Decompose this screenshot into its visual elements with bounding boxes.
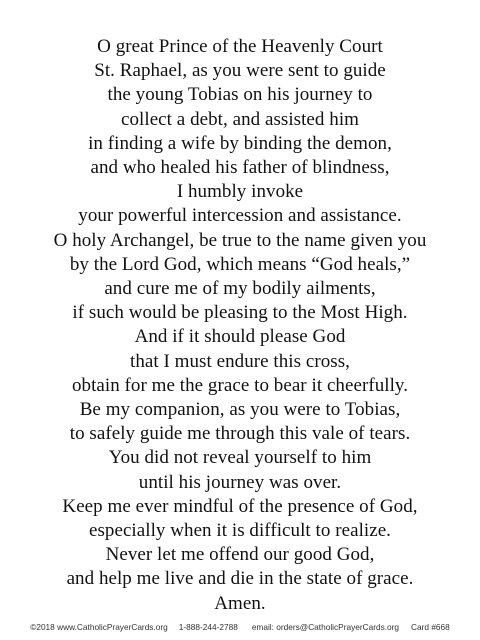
prayer-line: that I must endure this cross, <box>130 350 350 372</box>
prayer-line: I humbly invoke <box>176 181 304 203</box>
prayer-line: in finding a wife by binding the demon, <box>88 132 392 154</box>
prayer-line: by the Lord God, which means “God heals,” <box>69 253 411 275</box>
prayer-line: Be my companion, as you were to Tobias, <box>79 399 401 421</box>
prayer-line: O holy Archangel, be true to the name given you <box>53 229 427 251</box>
prayer-line: You did not reveal yourself to him <box>108 447 372 469</box>
phone-number: 1-888-244-2788 <box>178 622 238 632</box>
prayer-line: obtain for me the grace to bear it cheerfully. <box>71 374 409 396</box>
prayer-line: and who healed his father of blindness, <box>90 157 390 179</box>
copyright-text: ©2018 www.CatholicPrayerCards.org <box>30 622 168 632</box>
prayer-line: to safely guide me through this vale of tears. <box>69 423 411 445</box>
prayer-line: the young Tobias on his journey to <box>107 84 373 106</box>
email-text: email: orders@CatholicPrayerCards.org <box>251 622 400 632</box>
prayer-line: O great Prince of the Heavenly Court <box>97 36 383 57</box>
prayer-line: Keep me ever mindful of the presence of God, <box>62 495 418 517</box>
prayer-line: St. Raphael, as you were sent to guide <box>94 60 386 82</box>
prayer-line: until his journey was over. <box>138 471 342 493</box>
prayer-line: and cure me of my bodily ailments, <box>104 278 376 300</box>
prayer-line: your powerful intercession and assistance. <box>78 205 402 227</box>
prayer-line: collect a debt, and assisted him <box>121 108 359 130</box>
card-footer <box>0 622 480 632</box>
prayer-line: Never let me offend our good God, <box>105 544 375 566</box>
prayer-line: and help me live and die in the state of grace. <box>66 568 414 590</box>
prayer-line: especially when it is difficult to realize. <box>88 520 391 542</box>
prayer-line: if such would be pleasing to the Most High. <box>72 302 408 324</box>
prayer-line: And if it should please God <box>134 326 346 348</box>
prayer-amen: Amen. <box>214 592 266 614</box>
card-number: Card #668 <box>411 622 450 632</box>
prayer-text <box>0 35 480 616</box>
